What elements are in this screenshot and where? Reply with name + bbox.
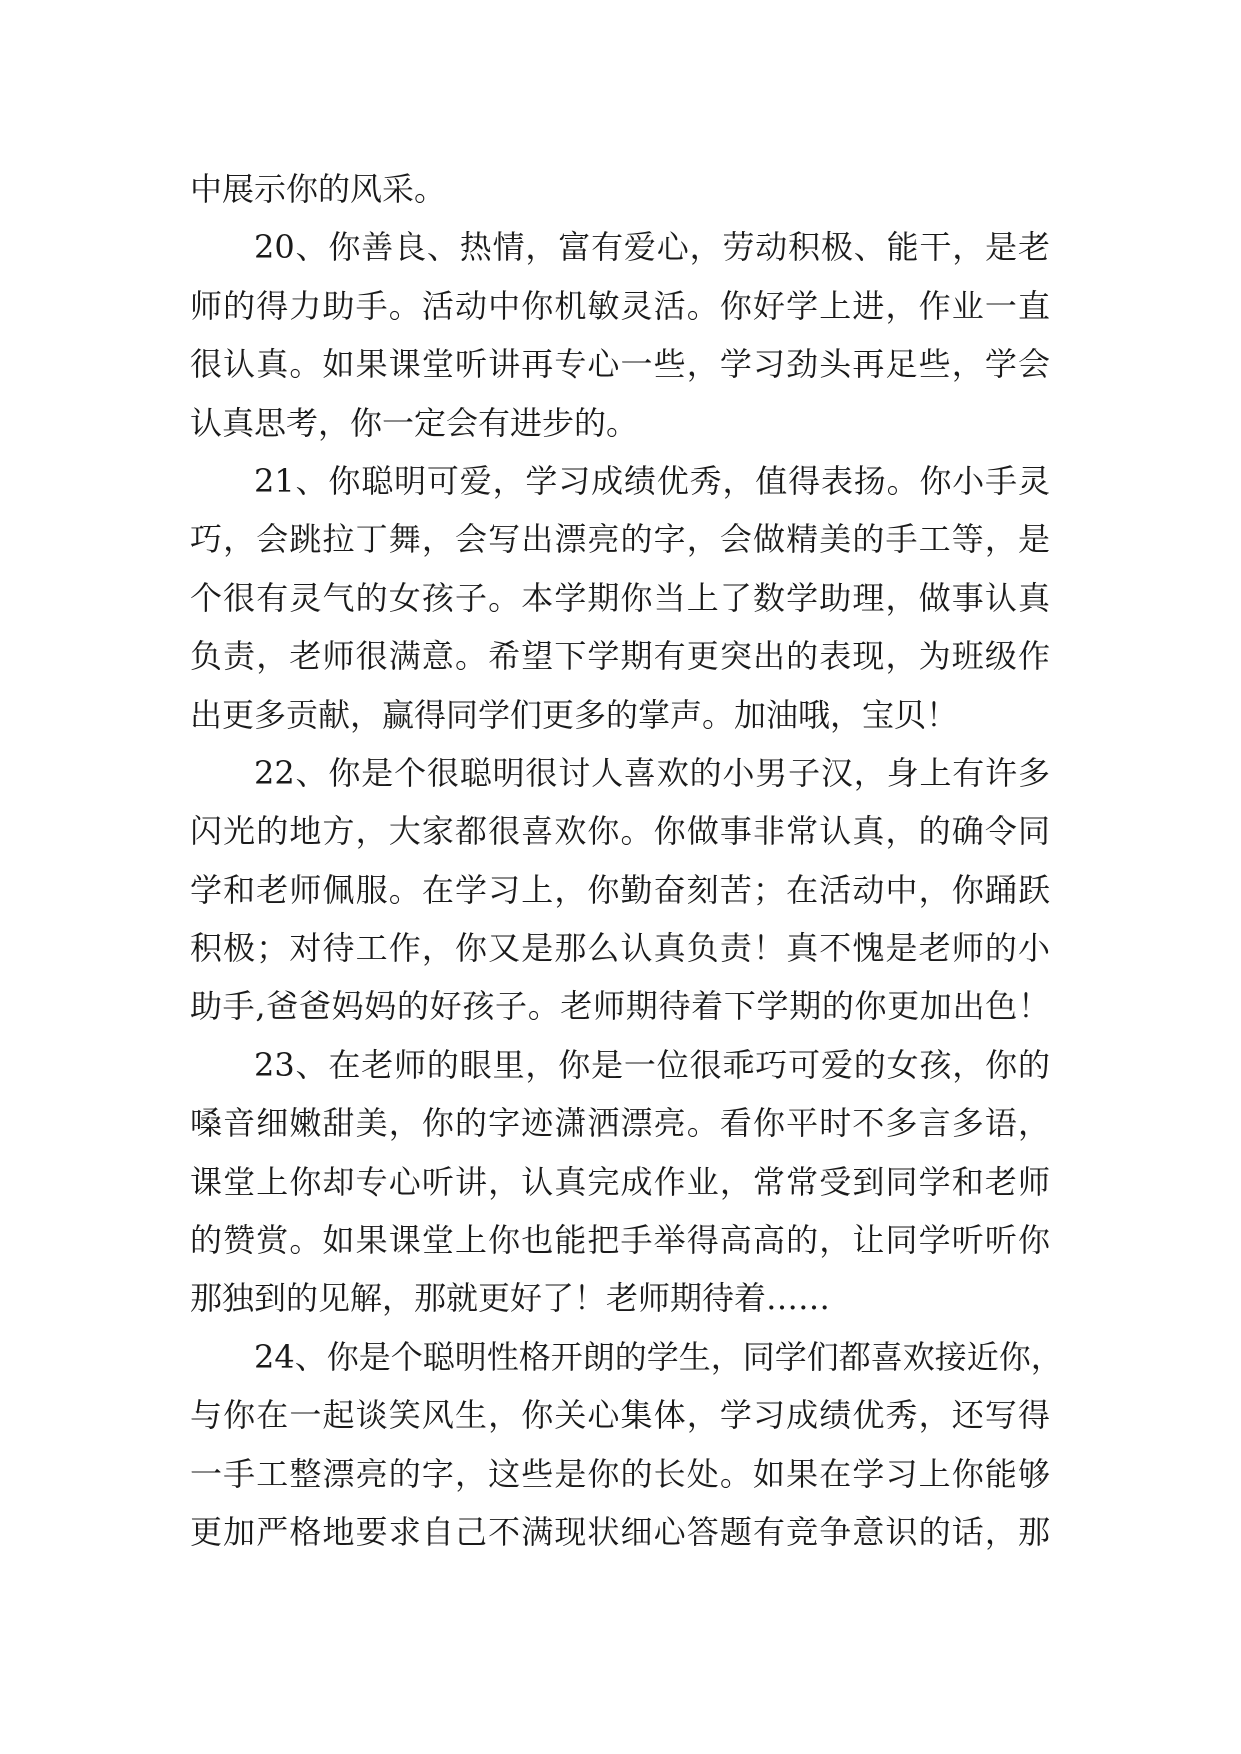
document-body (190, 160, 1063, 1561)
text-line: 那独到的见解，那就更好了！老师期待着…… (190, 1279, 831, 1318)
text-line: 个很有灵气的女孩子。本学期你当上了数学助理，做事认真 (190, 578, 1050, 617)
text-line: 认真思考，你一定会有进步的。 (190, 403, 639, 442)
text-line: 与你在一起谈笑风生，你关心集体，学习成绩优秀，还写得 (190, 1396, 1050, 1435)
text-line: 积极；对待工作，你又是那么认真负责！真不愧是老师的小 (190, 929, 1050, 968)
text-line: 20、你善良、热情，富有爱心，劳动积极、能干，是老 (254, 228, 1050, 267)
text-line: 巧，会跳拉丁舞，会写出漂亮的字，会做精美的手工等，是 (190, 520, 1050, 559)
text-line: 的赞赏。如果课堂上你也能把手举得高高的，让同学听听你 (190, 1221, 1050, 1260)
text-line: 一手工整漂亮的字，这些是你的长处。如果在学习上你能够 (190, 1454, 1050, 1493)
text-line: 22、你是个很聪明很讨人喜欢的小男子汉，身上有许多 (254, 753, 1050, 792)
text-line: 课堂上你却专心听讲，认真完成作业，常常受到同学和老师 (190, 1162, 1050, 1201)
text-line: 23、在老师的眼里，你是一位很乖巧可爱的女孩，你的 (254, 1045, 1050, 1084)
text-line: 中展示你的风采。 (190, 170, 447, 208)
text-line: 21、你聪明可爱，学习成绩优秀，值得表扬。你小手灵 (254, 461, 1050, 500)
text-line: 学和老师佩服。在学习上，你勤奋刻苦；在活动中，你踊跃 (190, 870, 1050, 909)
text-line: 24、你是个聪明性格开朗的学生，同学们都喜欢接近你， (254, 1337, 1063, 1376)
text-line: 出更多贡献，赢得同学们更多的掌声。加油哦，宝贝！ (190, 695, 959, 734)
text-line: 师的得力助手。活动中你机敏灵活。你好学上进，作业一直 (190, 286, 1050, 325)
text-line: 嗓音细嫩甜美，你的字迹潇洒漂亮。看你平时不多言多语， (190, 1104, 1050, 1143)
text-line: 更加严格地要求自己不满现状细心答题有竞争意识的话，那 (190, 1512, 1050, 1551)
text-line: 很认真。如果课堂听讲再专心一些，学习劲头再足些，学会 (190, 345, 1050, 384)
text-line: 助手,爸爸妈妈的好孩子。老师期待着下学期的你更加出色！ (190, 987, 1050, 1026)
text-line: 闪光的地方，大家都很喜欢你。你做事非常认真，的确令同 (190, 812, 1050, 851)
text-line: 负责，老师很满意。希望下学期有更突出的表现，为班级作 (190, 637, 1050, 676)
